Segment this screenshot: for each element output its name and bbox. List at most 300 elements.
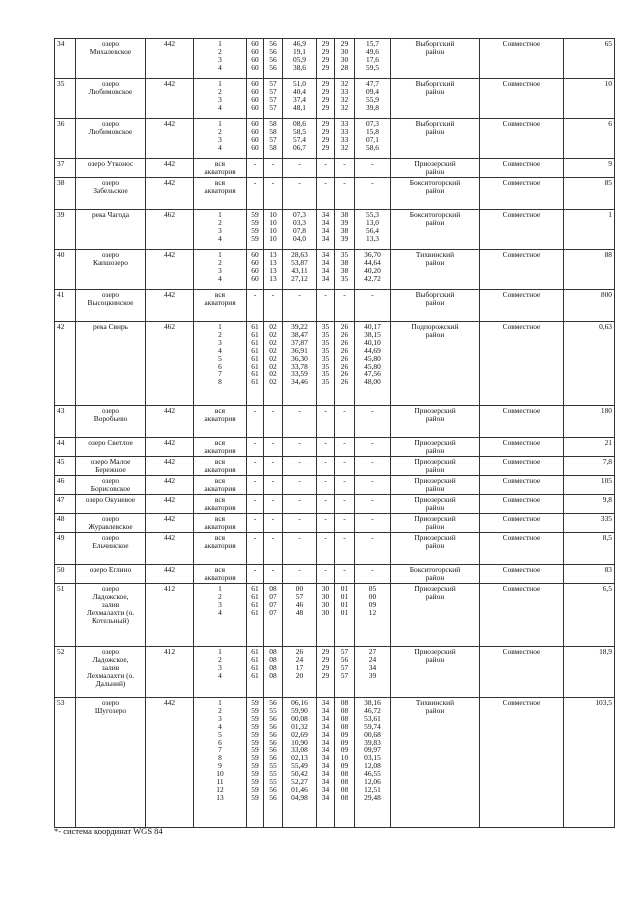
usage-type-cell: Совместное bbox=[480, 533, 564, 565]
table-row bbox=[55, 119, 615, 159]
table-row bbox=[55, 698, 615, 828]
cell-line: 2 bbox=[218, 217, 222, 227]
latitude-degrees-cell bbox=[247, 476, 264, 495]
cell-line: Подпорожский bbox=[411, 322, 459, 331]
latitude-degrees-cell bbox=[247, 79, 264, 119]
cell-line: 60 bbox=[251, 273, 259, 283]
usage-type-cell: Совместное bbox=[480, 159, 564, 178]
cell-line: 34 bbox=[321, 729, 330, 739]
cell-line: 1 bbox=[218, 79, 222, 88]
latitude-minutes-cell bbox=[264, 119, 283, 159]
row-number-cell: 46 bbox=[55, 476, 76, 495]
cell-line: район bbox=[425, 705, 445, 715]
cell-line: акватория bbox=[204, 540, 236, 550]
area-cell: 6 bbox=[564, 119, 615, 159]
cell-line: 59 bbox=[251, 729, 259, 739]
cell-line: - bbox=[343, 495, 346, 504]
cell-line: 4 bbox=[218, 670, 222, 680]
cell-line: 17 bbox=[295, 662, 304, 672]
cell-line: 09 bbox=[340, 737, 349, 747]
cell-line: район bbox=[425, 413, 445, 423]
cell-line: 60 bbox=[251, 79, 259, 88]
district-cell bbox=[391, 438, 480, 457]
usage-type-cell: Совместное bbox=[480, 250, 564, 290]
cell-line: 38 bbox=[340, 265, 349, 275]
longitude-degrees-cell bbox=[317, 322, 335, 406]
cell-line: 00 bbox=[295, 584, 304, 593]
area-cell: 103,5 bbox=[564, 698, 615, 828]
cell-line: 35 bbox=[340, 273, 349, 283]
cell-line: 28,63 bbox=[291, 250, 308, 259]
usage-type-cell: Совместное bbox=[480, 39, 564, 79]
cell-line: 29 bbox=[321, 102, 330, 112]
cell-line: 61 bbox=[251, 654, 259, 664]
cell-line: 26 bbox=[340, 322, 349, 331]
cell-line: 4 bbox=[218, 607, 222, 617]
usage-type-cell: Совместное bbox=[480, 495, 564, 514]
cell-line: 12 bbox=[368, 607, 377, 617]
cell-line: 00 bbox=[368, 591, 377, 601]
cell-line: район bbox=[425, 483, 445, 493]
object-code-cell: 412 bbox=[146, 647, 194, 698]
point-number-cell bbox=[194, 119, 247, 159]
cell-line: 26 bbox=[340, 337, 349, 347]
cell-line: 26 bbox=[340, 361, 349, 371]
object-code-cell: 442 bbox=[146, 250, 194, 290]
cell-line: акватория bbox=[204, 483, 236, 493]
cell-line: 33 bbox=[340, 119, 349, 128]
point-number-cell bbox=[194, 250, 247, 290]
cell-line: 5 bbox=[218, 729, 222, 739]
cell-line: 56 bbox=[269, 729, 277, 739]
cell-line: 61 bbox=[251, 607, 259, 617]
cell-line: 29 bbox=[321, 54, 330, 64]
row-number-cell: 50 bbox=[55, 565, 76, 584]
table-row bbox=[55, 438, 615, 457]
latitude-minutes-cell bbox=[264, 514, 283, 533]
cell-line: Приозерский bbox=[414, 584, 456, 593]
latitude-degrees-cell bbox=[247, 159, 264, 178]
cell-line: 38,15 bbox=[364, 329, 381, 339]
cell-line: - bbox=[253, 178, 257, 187]
district-cell bbox=[391, 79, 480, 119]
cell-line: 01,32 bbox=[291, 721, 308, 731]
cell-line: 13 bbox=[269, 273, 277, 283]
table-row bbox=[55, 647, 615, 698]
cell-line: 39 bbox=[340, 233, 349, 243]
cell-line: 39 bbox=[368, 670, 377, 680]
cell-line: 59 bbox=[251, 761, 259, 771]
latitude-seconds-cell bbox=[283, 647, 317, 698]
cell-line: 05 bbox=[368, 584, 377, 593]
cell-line: - bbox=[298, 290, 301, 299]
cell-line: район bbox=[425, 654, 445, 664]
latitude-degrees-cell bbox=[247, 119, 264, 159]
cell-line: 56 bbox=[269, 62, 277, 72]
cell-line: 60 bbox=[251, 257, 259, 267]
usage-type-cell: Совместное bbox=[480, 178, 564, 210]
latitude-minutes-cell bbox=[264, 322, 283, 406]
cell-line: акватория bbox=[204, 521, 236, 531]
cell-line: озеро bbox=[101, 178, 120, 187]
cell-line: 48,00 bbox=[364, 377, 381, 387]
cell-line: 10 bbox=[269, 210, 277, 219]
longitude-minutes-cell bbox=[335, 533, 355, 565]
cell-line: вся bbox=[214, 457, 226, 466]
point-number-cell bbox=[194, 565, 247, 584]
cell-line: 33,78 bbox=[291, 361, 308, 371]
area-cell: 83 bbox=[564, 565, 615, 584]
cell-line: акватория bbox=[204, 185, 236, 195]
longitude-degrees-cell bbox=[317, 476, 335, 495]
cell-line: 09 bbox=[340, 729, 349, 739]
point-number-cell bbox=[194, 495, 247, 514]
cell-line: 40,10 bbox=[364, 337, 381, 347]
cell-line: - bbox=[298, 514, 301, 523]
longitude-degrees-cell bbox=[317, 698, 335, 828]
cell-line: 60 bbox=[251, 250, 259, 259]
cell-line: Приозерский bbox=[414, 457, 456, 466]
longitude-seconds-cell bbox=[355, 79, 391, 119]
cell-line: - bbox=[253, 438, 257, 447]
cell-line: 38 bbox=[340, 225, 349, 235]
longitude-seconds-cell bbox=[355, 565, 391, 584]
longitude-minutes-cell bbox=[335, 79, 355, 119]
longitude-minutes-cell bbox=[335, 406, 355, 438]
cell-line: 03,15 bbox=[364, 753, 381, 763]
cell-line: 60 bbox=[251, 39, 259, 48]
cell-line: 30 bbox=[321, 607, 330, 617]
cell-line: район bbox=[425, 257, 445, 267]
cell-line: - bbox=[253, 514, 257, 523]
cell-line: акватория bbox=[204, 572, 236, 582]
cell-line: 10 bbox=[340, 753, 349, 763]
cell-line: 59 bbox=[251, 784, 259, 794]
longitude-minutes-cell bbox=[335, 210, 355, 250]
latitude-degrees-cell bbox=[247, 250, 264, 290]
cell-line: 47,56 bbox=[364, 369, 381, 379]
cell-line: Выборгский bbox=[415, 39, 455, 48]
cell-line: район bbox=[425, 572, 445, 582]
object-code-cell: 462 bbox=[146, 322, 194, 406]
row-number-cell: 43 bbox=[55, 406, 76, 438]
cell-line: 57 bbox=[269, 79, 277, 88]
cell-line: 35 bbox=[321, 322, 330, 331]
cell-line: 17,6 bbox=[366, 54, 379, 64]
latitude-degrees-cell bbox=[247, 647, 264, 698]
cell-line: - bbox=[298, 406, 301, 415]
cell-line: - bbox=[298, 457, 301, 466]
cell-line: 35 bbox=[321, 361, 330, 371]
cell-line: - bbox=[253, 159, 257, 168]
point-number-cell bbox=[194, 698, 247, 828]
row-number-cell: 52 bbox=[55, 647, 76, 698]
cell-line: 29 bbox=[321, 94, 330, 104]
cell-line: 35 bbox=[321, 329, 330, 339]
cell-line: 56 bbox=[269, 713, 277, 723]
cell-line: 29 bbox=[321, 126, 330, 136]
longitude-seconds-cell bbox=[355, 290, 391, 322]
cell-line: озеро Малое bbox=[90, 457, 131, 466]
water-object-name-cell bbox=[76, 39, 146, 79]
cell-line: - bbox=[271, 178, 275, 187]
cell-line: 34 bbox=[321, 792, 330, 802]
cell-line: 04,0 bbox=[293, 233, 306, 243]
cell-line: озеро bbox=[101, 250, 120, 259]
cell-line: 40,4 bbox=[293, 86, 306, 96]
cell-line: 61 bbox=[251, 599, 259, 609]
area-cell: 0,63 bbox=[564, 322, 615, 406]
point-number-cell bbox=[194, 39, 247, 79]
cell-line: 08 bbox=[269, 654, 277, 664]
cell-line: 58,5 bbox=[293, 126, 306, 136]
cell-line: озеро bbox=[101, 584, 120, 593]
cell-line: 61 bbox=[251, 662, 259, 672]
cell-line: 13 bbox=[269, 250, 277, 259]
cell-line: 55 bbox=[269, 761, 277, 771]
cell-line: 02,69 bbox=[291, 729, 308, 739]
cell-line: 30 bbox=[321, 584, 330, 593]
object-code-cell: 442 bbox=[146, 476, 194, 495]
cell-line: 26 bbox=[340, 329, 349, 339]
cell-line: 56,4 bbox=[366, 225, 379, 235]
cell-line: 32 bbox=[340, 94, 349, 104]
district-cell bbox=[391, 290, 480, 322]
cell-line: - bbox=[371, 438, 374, 447]
cell-line: 07 bbox=[269, 591, 277, 601]
cell-line: 34 bbox=[321, 761, 330, 771]
cell-line: 4 bbox=[218, 721, 222, 731]
water-object-name-cell bbox=[76, 79, 146, 119]
cell-line: 56 bbox=[269, 737, 277, 747]
cell-line: 07,8 bbox=[293, 225, 306, 235]
cell-line: район bbox=[425, 521, 445, 531]
latitude-degrees-cell bbox=[247, 39, 264, 79]
cell-line: 59 bbox=[251, 225, 259, 235]
latitude-seconds-cell bbox=[283, 406, 317, 438]
latitude-degrees-cell bbox=[247, 322, 264, 406]
latitude-minutes-cell bbox=[264, 457, 283, 476]
cell-line: 08 bbox=[340, 698, 349, 707]
latitude-minutes-cell bbox=[264, 290, 283, 322]
point-number-cell bbox=[194, 210, 247, 250]
cell-line: - bbox=[371, 476, 374, 485]
cell-line: озеро bbox=[101, 39, 120, 48]
cell-line: 43,11 bbox=[291, 265, 308, 275]
row-number-cell: 44 bbox=[55, 438, 76, 457]
cell-line: 08 bbox=[340, 705, 349, 715]
cell-line: 24 bbox=[295, 654, 304, 664]
cell-line: - bbox=[324, 438, 327, 447]
point-number-cell bbox=[194, 533, 247, 565]
cell-line: 34 bbox=[321, 257, 330, 267]
cell-line: Бережное bbox=[95, 464, 126, 474]
cell-line: 56 bbox=[269, 54, 277, 64]
cell-line: 02 bbox=[269, 337, 277, 347]
cell-line: - bbox=[371, 495, 374, 504]
longitude-degrees-cell bbox=[317, 457, 335, 476]
row-number-cell: 41 bbox=[55, 290, 76, 322]
longitude-degrees-cell bbox=[317, 79, 335, 119]
cell-line: 9 bbox=[218, 761, 222, 771]
cell-line: - bbox=[343, 290, 346, 299]
cell-line: - bbox=[343, 476, 346, 485]
cell-line: 29 bbox=[321, 134, 330, 144]
cell-line: 2 bbox=[218, 257, 222, 267]
cell-line: Лехмалахти (о. bbox=[86, 670, 135, 680]
cell-line: 3 bbox=[218, 54, 222, 64]
object-code-cell: 442 bbox=[146, 119, 194, 159]
cell-line: 1 bbox=[218, 210, 222, 219]
cell-line: 02 bbox=[269, 369, 277, 379]
district-cell bbox=[391, 698, 480, 828]
row-number-cell: 53 bbox=[55, 698, 76, 828]
latitude-seconds-cell bbox=[283, 290, 317, 322]
cell-line: 56 bbox=[269, 745, 277, 755]
cell-line: 12 bbox=[216, 784, 224, 794]
object-code-cell: 442 bbox=[146, 79, 194, 119]
cell-line: 29 bbox=[321, 46, 330, 56]
cell-line: район bbox=[425, 591, 445, 601]
cell-line: - bbox=[324, 159, 327, 168]
cell-line: 59 bbox=[251, 721, 259, 731]
longitude-seconds-cell bbox=[355, 495, 391, 514]
cell-line: 60 bbox=[251, 54, 259, 64]
cell-line: акватория bbox=[204, 166, 236, 176]
longitude-seconds-cell bbox=[355, 584, 391, 647]
longitude-seconds-cell bbox=[355, 438, 391, 457]
cell-line: 50,42 bbox=[291, 769, 308, 779]
point-number-cell bbox=[194, 457, 247, 476]
cell-line: 13 bbox=[269, 265, 277, 275]
cell-line: 07 bbox=[269, 607, 277, 617]
cell-line: 44,64 bbox=[364, 257, 381, 267]
cell-line: 55,49 bbox=[291, 761, 308, 771]
district-cell bbox=[391, 178, 480, 210]
longitude-degrees-cell bbox=[317, 159, 335, 178]
cell-line: - bbox=[371, 159, 374, 168]
area-cell: 88 bbox=[564, 250, 615, 290]
footnote: *- система координат WGS 84 bbox=[54, 826, 163, 836]
cell-line: 09 bbox=[340, 745, 349, 755]
cell-line: озеро Окуневое bbox=[85, 495, 136, 504]
cell-line: 61 bbox=[251, 369, 259, 379]
district-cell bbox=[391, 250, 480, 290]
cell-line: 29 bbox=[340, 39, 349, 48]
cell-line: 57 bbox=[340, 670, 349, 680]
water-object-name-cell bbox=[76, 698, 146, 828]
longitude-seconds-cell bbox=[355, 210, 391, 250]
cell-line: - bbox=[324, 495, 327, 504]
area-cell: 800 bbox=[564, 290, 615, 322]
cell-line: 2 bbox=[218, 86, 222, 96]
longitude-minutes-cell bbox=[335, 565, 355, 584]
water-object-name-cell bbox=[76, 119, 146, 159]
cell-line: 56 bbox=[269, 792, 277, 802]
cell-line: - bbox=[324, 406, 327, 415]
cell-line: 55 bbox=[269, 705, 277, 715]
table-body bbox=[55, 39, 615, 828]
longitude-minutes-cell bbox=[335, 250, 355, 290]
cell-line: Тихвинский bbox=[415, 250, 455, 259]
cell-line: 29 bbox=[321, 654, 330, 664]
cell-line: - bbox=[271, 476, 275, 485]
district-cell bbox=[391, 210, 480, 250]
cell-line: 59 bbox=[251, 745, 259, 755]
cell-line: 38,47 bbox=[291, 329, 308, 339]
cell-line: 38,16 bbox=[364, 698, 381, 707]
cell-line: 6 bbox=[218, 361, 222, 371]
cell-line: 34 bbox=[321, 784, 330, 794]
cell-line: 61 bbox=[251, 345, 259, 355]
longitude-minutes-cell bbox=[335, 457, 355, 476]
latitude-seconds-cell bbox=[283, 514, 317, 533]
cell-line: - bbox=[371, 514, 374, 523]
cell-line: - bbox=[253, 495, 257, 504]
latitude-seconds-cell bbox=[283, 438, 317, 457]
cell-line: 1 bbox=[218, 584, 222, 593]
cell-line: - bbox=[298, 533, 301, 542]
cell-line: 33,08 bbox=[291, 745, 308, 755]
cell-line: 38 bbox=[340, 210, 349, 219]
water-object-name-cell bbox=[76, 159, 146, 178]
cell-line: 60 bbox=[251, 62, 259, 72]
cell-line: 59 bbox=[251, 753, 259, 763]
usage-type-cell: Совместное bbox=[480, 406, 564, 438]
cell-line: 33 bbox=[340, 86, 349, 96]
cell-line: - bbox=[343, 178, 346, 187]
object-code-cell: 442 bbox=[146, 698, 194, 828]
cell-line: 38 bbox=[340, 257, 349, 267]
cell-line: район bbox=[425, 502, 445, 512]
area-cell: 7,8 bbox=[564, 457, 615, 476]
latitude-minutes-cell bbox=[264, 210, 283, 250]
district-cell bbox=[391, 647, 480, 698]
cell-line: - bbox=[343, 457, 346, 466]
cell-line: 4 bbox=[218, 102, 222, 112]
cell-line: 56 bbox=[269, 39, 277, 48]
longitude-degrees-cell bbox=[317, 210, 335, 250]
row-number-cell: 51 bbox=[55, 584, 76, 647]
latitude-minutes-cell bbox=[264, 79, 283, 119]
cell-line: 60 bbox=[251, 142, 259, 152]
cell-line: Приозерский bbox=[414, 514, 456, 523]
longitude-minutes-cell bbox=[335, 647, 355, 698]
longitude-minutes-cell bbox=[335, 39, 355, 79]
cell-line: 59 bbox=[251, 792, 259, 802]
area-cell: 6,5 bbox=[564, 584, 615, 647]
cell-line: Бокситогорский bbox=[409, 178, 461, 187]
cell-line: - bbox=[253, 476, 257, 485]
cell-line: 08 bbox=[340, 777, 349, 787]
usage-type-cell: Совместное bbox=[480, 647, 564, 698]
cell-line: - bbox=[324, 178, 327, 187]
cell-line: 4 bbox=[218, 273, 222, 283]
cell-line: район bbox=[425, 86, 445, 96]
usage-type-cell: Совместное bbox=[480, 698, 564, 828]
longitude-degrees-cell bbox=[317, 178, 335, 210]
longitude-minutes-cell bbox=[335, 159, 355, 178]
cell-line: 13,3 bbox=[366, 233, 379, 243]
area-cell: 18,9 bbox=[564, 647, 615, 698]
cell-line: 11 bbox=[216, 777, 224, 787]
area-cell: 180 bbox=[564, 406, 615, 438]
object-code-cell: 442 bbox=[146, 406, 194, 438]
cell-line: - bbox=[271, 159, 275, 168]
latitude-degrees-cell bbox=[247, 290, 264, 322]
object-code-cell: 462 bbox=[146, 210, 194, 250]
latitude-degrees-cell bbox=[247, 438, 264, 457]
